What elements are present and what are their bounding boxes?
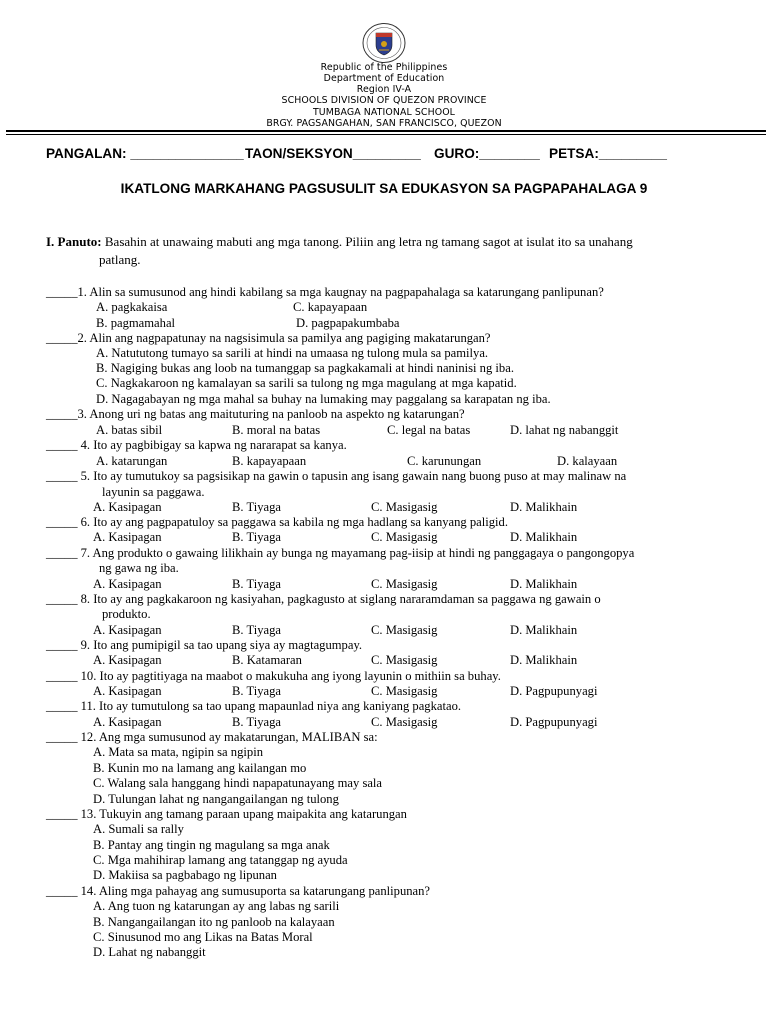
question-12: _____ 12. Ang mga sumusunod ay makatarungan, MALIBAN sa:	[46, 730, 378, 744]
q7-choice-d: D. Malikhain	[510, 577, 578, 591]
header-division: SCHOOLS DIVISION OF QUEZON PROVINCE	[281, 95, 487, 106]
header-address: BRGY. PAGSANGAHAN, SAN FRANCISCO, QUEZON	[266, 118, 502, 129]
instructions	[46, 234, 633, 249]
q9-choice-b: B. Katamaran	[232, 653, 302, 667]
question-9: _____ 9. Ito ang pumipigil sa tao upang siya ay magtagumpay.	[46, 638, 363, 652]
q2-choice-c: C. Nagkakaroon ng kamalayan sa sarili sa tulong ng mga magulang at mga kapatid.	[96, 376, 517, 390]
question-10: _____ 10. Ito ay pagtitiyaga na maabot o makukuha ang iyong layunin o mithiin sa buhay.	[46, 669, 501, 683]
question-7: _____ 7. Ang produkto o gawaing lilikhain ay bunga ng mayamang pag-iisip at hindi ng panggagaya o pangongopya	[46, 546, 635, 560]
q6-choice-d: D. Malikhain	[510, 530, 578, 544]
q10-choice-c: C. Masigasig	[371, 684, 438, 698]
q14-choice-b: B. Nangangailangan ito ng panloob na kalayaan	[93, 915, 335, 929]
question-3: _____3. Anong uri ng batas ang maituturing na panloob na aspekto ng katarungan?	[46, 407, 465, 421]
question-11: _____ 11. Ito ay tumutulong sa tao upang mapaunlad niya ang kaniyang pagkatao.	[46, 699, 462, 713]
date-field: PETSA:_________	[549, 146, 667, 161]
instructions-text: Basahin at unawaing mabuti ang mga tanong. Piliin ang letra ng tamang sagot at isulat ito sa unahang	[101, 234, 633, 249]
question-8: _____ 8. Ito ay ang pagkakaroon ng kasiyahan, pagkagusto at siglang nararamdaman sa paggawa ng gawain o	[46, 592, 601, 606]
q7-choice-a: A. Kasipagan	[93, 577, 162, 591]
q8-choice-b: B. Tiyaga	[232, 623, 281, 637]
q11-choice-c: C. Masigasig	[371, 715, 438, 729]
q12-choice-a: A. Mata sa mata, ngipin sa ngipin	[93, 745, 263, 759]
instructions-label: I. Panuto:	[46, 234, 102, 249]
q3-choice-a: A. batas sibil	[96, 423, 163, 437]
question-5-cont: layunin sa paggawa.	[102, 485, 205, 499]
q5-choice-b: B. Tiyaga	[232, 500, 281, 514]
q14-choice-a: A. Ang tuon ng katarungan ay ang labas ng sarili	[93, 899, 340, 913]
q1-choice-c: C. kapayapaan	[293, 300, 368, 314]
header-divider	[6, 130, 766, 132]
q13-choice-a: A. Sumali sa rally	[93, 822, 184, 836]
q12-choice-c: C. Walang sala hanggang hindi napapatunayang may sala	[93, 776, 383, 790]
q12-choice-b: B. Kunin mo na lamang ang kailangan mo	[93, 761, 307, 775]
q8-choice-d: D. Malikhain	[510, 623, 578, 637]
q11-choice-d: D. Pagpupunyagi	[510, 715, 598, 729]
q5-choice-d: D. Malikhain	[510, 500, 578, 514]
exam-title: IKATLONG MARKAHANG PAGSUSULIT SA EDUKASYON SA PAGPAPAHALAGA 9	[120, 181, 648, 196]
q14-choice-d: D. Lahat ng nabanggit	[93, 945, 206, 959]
teacher-field: GURO:________	[434, 146, 540, 161]
q11-choice-b: B. Tiyaga	[232, 715, 281, 729]
q1-choice-b: B. pagmamahal	[96, 316, 176, 330]
header-deped: Department of Education	[323, 73, 445, 84]
question-7-cont: ng gawa ng iba.	[99, 561, 179, 575]
q14-choice-c: C. Sinusunod mo ang Likas na Batas Moral	[93, 930, 313, 944]
q7-choice-c: C. Masigasig	[371, 577, 438, 591]
q6-choice-c: C. Masigasig	[371, 530, 438, 544]
q2-choice-a: A. Natututong tumayo sa sarili at hindi na umaasa ng tulong mula sa pamilya.	[96, 346, 489, 360]
q9-choice-c: C. Masigasig	[371, 653, 438, 667]
question-14: _____ 14. Aling mga pahayag ang sumusuporta sa katarungang panlipunan?	[46, 884, 431, 898]
q3-choice-b: B. moral na batas	[232, 423, 321, 437]
q11-choice-a: A. Kasipagan	[93, 715, 162, 729]
question-13: _____ 13. Tukuyin ang tamang paraan upang maipakita ang katarungan	[46, 807, 407, 821]
q3-choice-c: C. legal na batas	[387, 423, 471, 437]
question-2: _____2. Alin ang nagpapatunay na nagsisimula sa pamilya ang pagiging makatarungan?	[46, 331, 491, 345]
q6-choice-a: A. Kasipagan	[93, 530, 162, 544]
question-1: _____1. Alin sa sumusunod ang hindi kabilang sa mga kaugnay na pagpapahalaga sa katarungang panlipunan?	[46, 285, 604, 299]
question-5: _____ 5. Ito ay tumutukoy sa pagsisikap na gawin o tapusin ang isang gawain nang buong puso at may malinaw na	[46, 469, 627, 483]
question-8-cont: produkto.	[102, 607, 151, 621]
header-republic: Republic of the Philippines	[320, 62, 448, 73]
q13-choice-b: B. Pantay ang tingin ng magulang sa mga anak	[93, 838, 330, 852]
q4-choice-a: A. katarungan	[96, 454, 168, 468]
deped-seal-icon	[361, 22, 407, 64]
section-field: TAON/SEKSYON_________	[245, 146, 421, 161]
q3-choice-d: D. lahat ng nabanggit	[510, 423, 619, 437]
q2-choice-d: D. Nagagabayan ng mga mahal sa buhay na lumaking may paggalang sa karapatan ng iba.	[96, 392, 551, 406]
q12-choice-d: D. Tulungan lahat ng nangangailangan ng tulong	[93, 792, 339, 806]
header-divider-thin	[6, 134, 766, 135]
q5-choice-c: C. Masigasig	[371, 500, 438, 514]
q8-choice-a: A. Kasipagan	[93, 623, 162, 637]
q13-choice-c: C. Mga mahihirap lamang ang tatanggap ng ayuda	[93, 853, 348, 867]
q4-choice-b: B. kapayapaan	[232, 454, 307, 468]
q1-choice-d: D. pagpapakumbaba	[296, 316, 400, 330]
q4-choice-d: D. kalayaan	[557, 454, 618, 468]
instructions-text-cont: patlang.	[99, 252, 141, 267]
q9-choice-a: A. Kasipagan	[93, 653, 162, 667]
q7-choice-b: B. Tiyaga	[232, 577, 281, 591]
q13-choice-d: D. Makiisa sa pagbabago ng lipunan	[93, 868, 277, 882]
q6-choice-b: B. Tiyaga	[232, 530, 281, 544]
q2-choice-b: B. Nagiging bukas ang loob na tumanggap sa pagkakamali at hindi naninisi ng iba.	[96, 361, 514, 375]
question-4: _____ 4. Ito ay pagbibigay sa kapwa ng nararapat sa kanya.	[46, 438, 347, 452]
student-name-field: PANGALAN: _______________	[46, 146, 244, 161]
q10-choice-b: B. Tiyaga	[232, 684, 281, 698]
question-6: _____ 6. Ito ay ang pagpapatuloy sa paggawa sa kabila ng mga hadlang sa kanyang paligid.	[46, 515, 508, 529]
q5-choice-a: A. Kasipagan	[93, 500, 162, 514]
q9-choice-d: D. Malikhain	[510, 653, 578, 667]
header-school: TUMBAGA NATIONAL SCHOOL	[312, 107, 456, 118]
header-region: Region IV-A	[356, 84, 412, 95]
q8-choice-c: C. Masigasig	[371, 623, 438, 637]
q1-choice-a: A. pagkakaisa	[96, 300, 168, 314]
q10-choice-d: D. Pagpupunyagi	[510, 684, 598, 698]
q10-choice-a: A. Kasipagan	[93, 684, 162, 698]
q4-choice-c: C. karunungan	[407, 454, 482, 468]
